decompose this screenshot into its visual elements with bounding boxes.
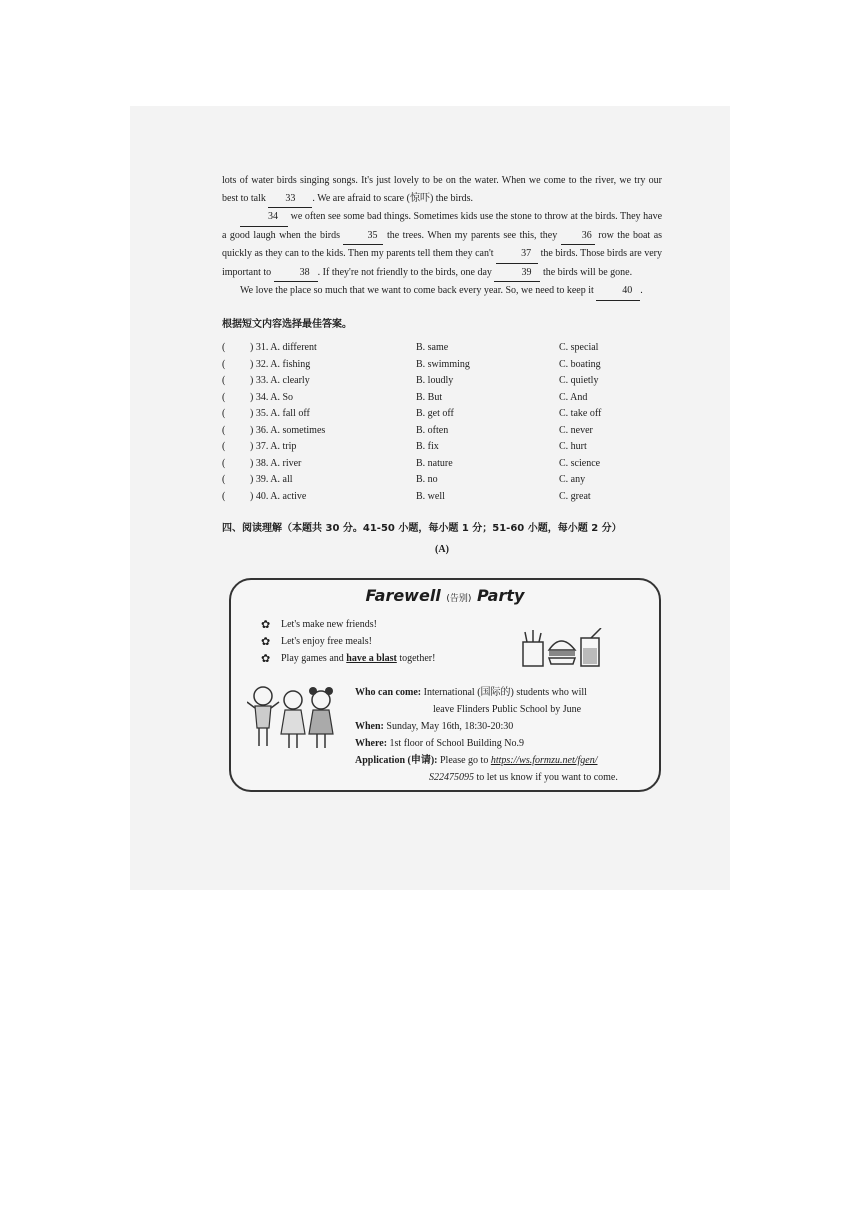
option-b: B. get off [416,408,454,420]
option-c: C. hurt [559,441,587,453]
when-line [355,718,655,735]
where-line [355,735,655,752]
where-text: 1st floor of School Building No.9 [389,738,524,749]
option-row-31 [222,340,662,357]
option-row-38 [222,455,662,472]
answer-paren: ( [222,424,226,436]
farewell-poster [229,578,661,792]
blank-40: 40 [596,282,640,301]
section-title: 四、阅读理解（本题共 30 分。41-50 小题，每小题 1 分；51-60 小题，每小题 2 分） [222,522,622,534]
answer-paren: ( [222,441,226,453]
when-text: Sunday, May 16th, 18:30-20:30 [386,721,514,732]
who-text: International (国际的) students who will [423,687,587,698]
bullet-text: Let's make new friends! [281,619,377,630]
passage-text: . If they're not friendly to the birds, one day [317,266,492,278]
passage-text: we often see some bad things. Sometimes kids use the stone to throw at the birds. They have a good laugh when the birds [222,211,663,241]
blank-39: 39 [494,264,540,283]
option-b: B. no [416,474,438,486]
application-tail: to let us know if you want to come. [476,772,618,783]
passage-text: lots of water birds singing songs. It's just lovely to be on the water. When we come to the river, we try our best to talk [222,175,662,204]
food-drinks-icon [517,628,607,670]
when-label: When: [355,721,384,732]
option-row-37 [222,439,662,456]
option-b: B. loudly [416,375,454,387]
blank-33: 33 [268,190,312,209]
application-line-2 [355,769,655,786]
answer-paren: ( [222,391,226,403]
option-row-36 [222,422,662,439]
passage-paragraph-1 [222,172,662,208]
answer-paren: ( [222,490,226,502]
children-illustration [247,682,339,754]
application-label: Application (申请): [355,755,438,766]
option-b: B. nature [416,457,453,469]
option-a: ) 38. A. river [250,457,302,469]
answer-paren: ( [222,474,226,486]
application-line [355,752,655,769]
passage-text: row the boat as quickly as they can to the kids. Then my parents tell them they can't [222,229,663,259]
blank-35: 35 [343,227,383,246]
poster-title-end: Party [476,586,525,605]
option-b: B. well [416,490,445,502]
bullet-highlight: have a blast [346,653,397,664]
answer-paren: ( [222,375,226,387]
option-c: C. quietly [559,375,599,387]
option-a: ) 40. A. active [250,490,307,502]
option-a: ) 32. A. fishing [250,358,311,370]
option-b: B. swimming [416,358,470,370]
option-row-35 [222,406,662,423]
application-link[interactable]: https://ws.formzu.net/fgen/ [490,755,598,766]
option-c: C. take off [559,408,602,420]
passage-text: the birds. Those birds are very important to [222,248,663,278]
application-code: S22475095 [429,772,474,783]
option-c: C. any [559,474,586,486]
blank-37: 37 [496,245,538,264]
poster-bullet [261,633,435,650]
poster-bullets [261,616,435,667]
answer-paren: ( [222,358,226,370]
option-a: ) 36. A. sometimes [250,424,326,436]
option-c: C. science [559,457,601,469]
passage-paragraph-2 [222,208,662,282]
option-a: ) 34. A. So [250,391,294,403]
blank-38: 38 [274,264,318,283]
option-b: B. often [416,424,449,436]
instruction: 根据短文内容选择最佳答案。 [222,318,352,330]
option-row-39 [222,472,662,489]
passage-paragraph-3 [222,282,662,301]
flower-bullet-icon: ✿ [261,653,271,665]
option-c: C. And [559,391,588,403]
bullet-text: Play games and [281,653,344,664]
passage-text: We love the place so much that we want to come back every year. So, we need to keep it [240,285,594,296]
options-list [222,340,662,505]
option-row-32 [222,356,662,373]
where-label: Where: [355,738,388,749]
passage-text: . We are afraid to scare (惊吓) the birds. [312,192,474,204]
option-b: B. same [416,342,449,354]
answer-paren: ( [222,408,226,420]
flower-bullet-icon: ✿ [261,636,271,648]
answer-paren: ( [222,457,226,469]
option-b: B. But [416,391,443,403]
option-a: ) 33. A. clearly [250,375,310,387]
option-a: ) 37. A. trip [250,441,297,453]
option-c: C. special [559,342,599,354]
blank-34: 34 [240,208,288,227]
option-a: ) 39. A. all [250,474,293,486]
passage-text: the trees. When my parents see this, they [386,229,558,241]
flower-bullet-icon: ✿ [261,619,271,631]
poster-info [355,684,655,786]
bullet-text: Let's enjoy free meals! [281,636,372,647]
who-text-line-2: leave Flinders Public School by June [433,704,582,715]
option-b: B. fix [416,441,439,453]
bullet-text: together! [399,653,436,664]
who-label: Who can come: [355,687,422,698]
passage-text: . [640,285,643,296]
poster-bullet [261,616,435,633]
option-c: C. boating [559,358,601,370]
poster-title-main: Farewell [365,586,441,605]
application-text: Please go to [440,755,489,766]
blank-36: 36 [561,227,595,246]
option-a: ) 31. A. different [250,342,317,354]
who-can-come [355,684,655,701]
exam-content [222,172,662,555]
option-row-34 [222,389,662,406]
option-c: C. never [559,424,593,436]
option-c: C. great [559,490,591,502]
passage-text: the birds will be gone. [542,266,633,278]
poster-title-cn: (告别) [446,594,472,604]
option-row-40 [222,488,662,505]
answer-paren: ( [222,342,226,354]
poster-bullet [261,650,435,667]
passage-label: (A) [435,543,449,555]
poster-title [231,586,659,605]
option-a: ) 35. A. fall off [250,408,310,420]
option-row-33 [222,373,662,390]
